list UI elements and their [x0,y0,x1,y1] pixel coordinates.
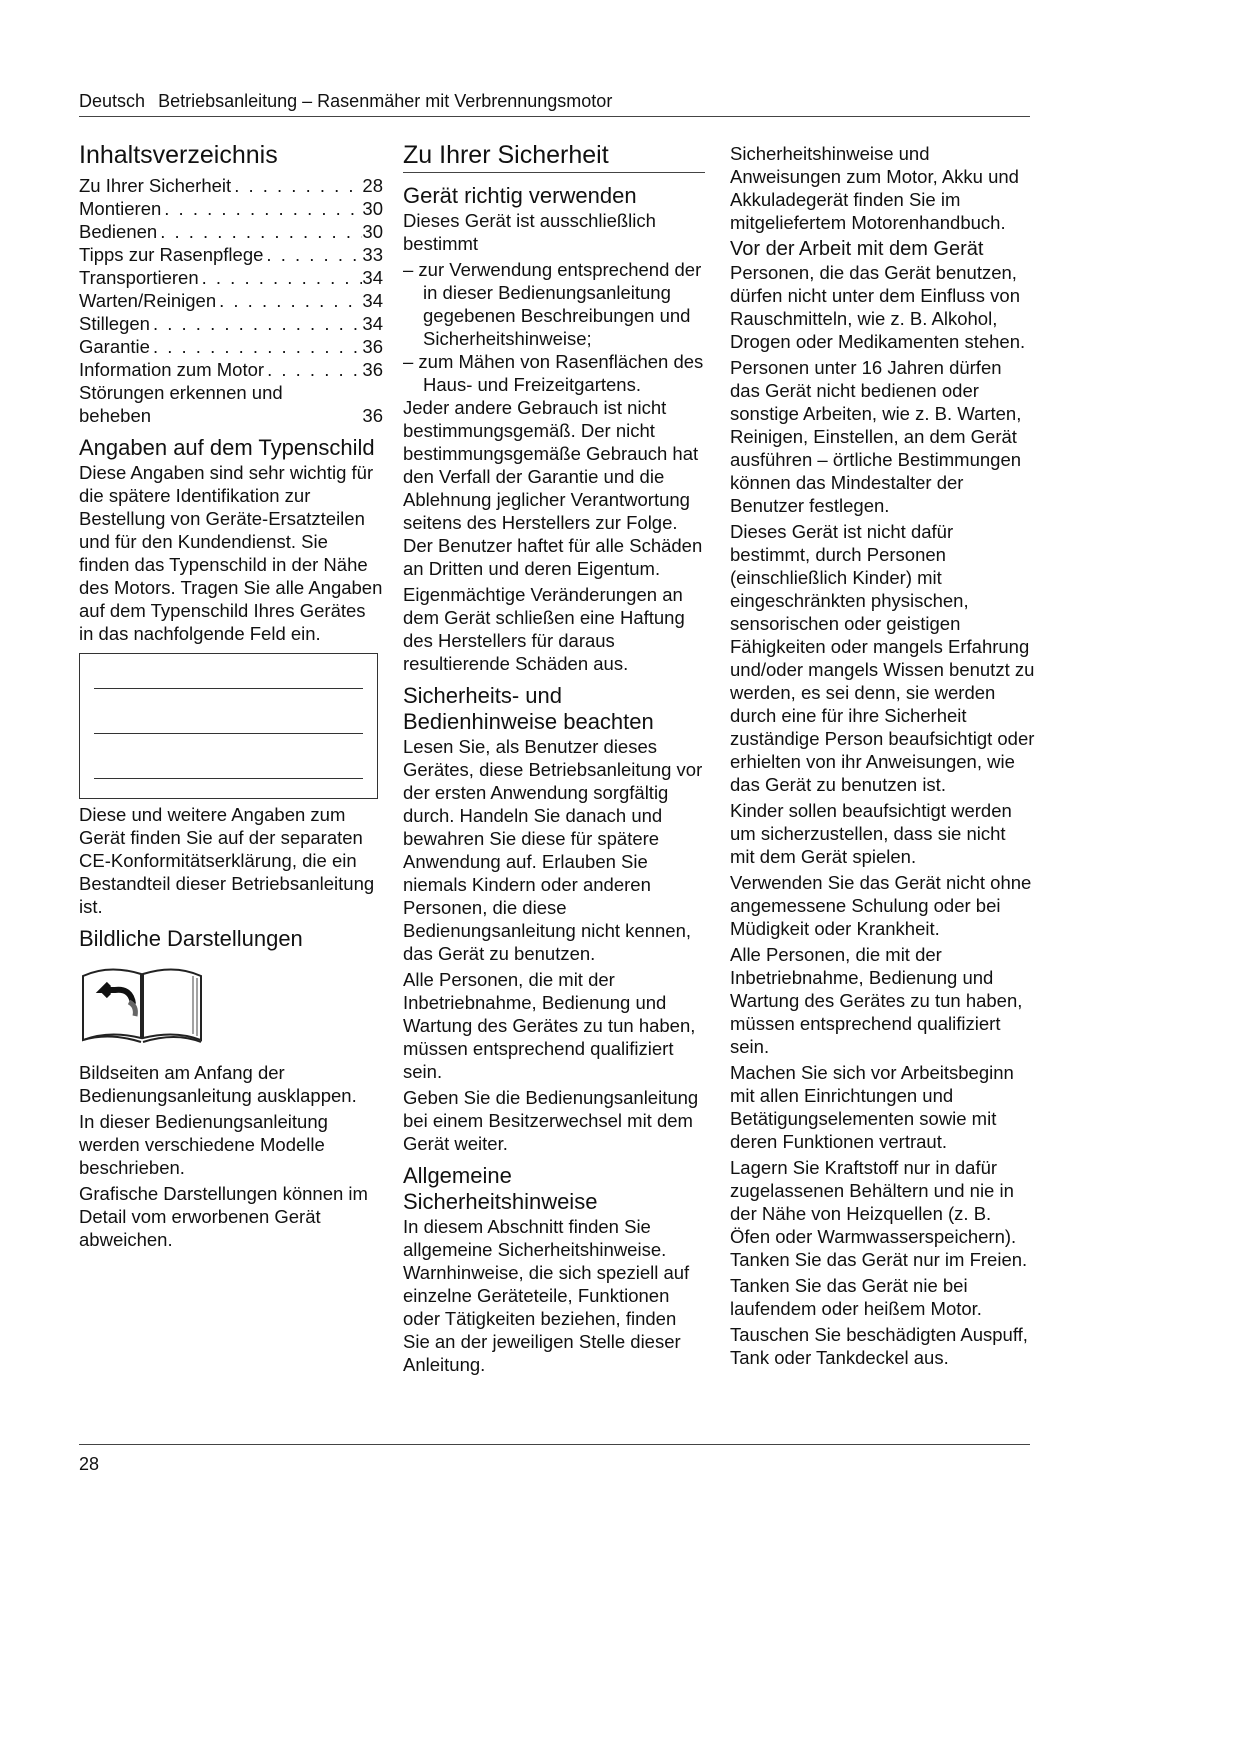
toc-label: Tipps zur Rasenpflege [79,244,264,265]
section-title: Zu Ihrer Sicherheit [403,140,705,173]
allgemein-title: Allgemeine Sicherheitshinweise [403,1163,598,1214]
paragraph: Alle Personen, die mit der Inbetriebnahme, Bedienung und Wartung des Gerätes zu tun haben, müssen entsprechend qualifiziert sein. [403,969,696,1082]
list-item: – zur Verwendung entsprechend der in dieser Bedienungsanleitung gegebenen Beschreibungen und Sicherheitshinweise; [403,259,702,349]
richtig-paragraphs [403,396,705,675]
toc-page: 36 [362,336,383,357]
page-footer [79,1444,1030,1475]
toc-page: 34 [362,290,383,311]
bildliche-title: Bildliche Darstellungen [79,926,303,951]
entry-line [94,654,363,689]
entry-line [94,744,363,779]
toc-leader [150,335,362,358]
toc-entry[interactable] [79,197,383,220]
paragraph: Eigenmächtige Veränderungen an dem Gerät schließen eine Haftung des Herstellers für daraus resultierende Schäden aus. [403,584,685,674]
paragraph: Jeder andere Gebrauch ist nicht bestimmungsgemäß. Der nicht bestimmungsgemäße Gebrauch hat den Verfall der Garantie und die Ablehnung jeglicher Verantwortung seitens des Herstellers zur Folge. Der Benutzer haftet für alle Schäden an Dritten und deren Eigentum. [403,397,703,579]
paragraph: Machen Sie sich vor Arbeitsbeginn mit allen Einrichtungen und Betätigungselementen sowie mit deren Funktionen vertraut. [730,1062,1014,1152]
paragraph: Lagern Sie Kraftstoff nur in dafür zugelassenen Behältern und nie in der Nähe von Heizquellen (z. B. Öfen oder Warmwasserspeichern). Tanken Sie das Gerät nur im Freien. [730,1157,1028,1270]
toc-page: 28 [362,175,383,196]
allgemein-paragraphs [403,1215,705,1376]
hinweise-paragraphs [403,735,705,1155]
toc-entry[interactable] [79,243,383,266]
hinweise-title: Sicherheits- und Bedienhinweise beachten [403,683,654,734]
paragraph: Personen unter 16 Jahren dürfen das Gerät nicht bedienen oder sonstige Arbeiten, wie z. B. Warten, Reinigen, Einstellen, an dem Gerät ausführen – örtliche Bestimmungen können das Mindestalter der Benutzer festlegen. [730,357,1022,516]
toc-label: Bedienen [79,221,158,242]
vor-arbeit-paragraphs [730,261,1035,1369]
richtig-title: Gerät richtig verwenden [403,183,637,208]
toc-label: Garantie [79,336,150,357]
richtig-intro: Dieses Gerät ist ausschließlich bestimmt [403,210,656,254]
page-number: 28 [79,1454,100,1474]
typenschild-title: Angaben auf dem Typenschild [79,435,375,460]
toc-label: Zu Ihrer Sicherheit [79,175,232,196]
toc-entry[interactable] [79,266,383,289]
toc-leader [231,174,362,197]
list-item: – zum Mähen von Rasenflächen des Haus- und Freizeitgartens. [403,351,704,395]
toc-page: 33 [362,244,383,265]
toc-entry[interactable] [79,174,383,197]
column-3 [730,142,1035,1372]
paragraph: In diesem Abschnitt finden Sie allgemeine Sicherheitshinweise. Warnhinweise, die sich speziell auf einzelne Geräteteile, Funktionen oder Tätigkeiten beziehen, finden Sie an der jeweiligen Stelle dieser Anleitung. [403,1216,690,1375]
paragraph: Grafische Darstellungen können im Detail vom erworbenen Gerät abweichen. [79,1183,368,1250]
entry-line [94,699,363,734]
typenschild-after: Diese und weitere Angaben zum Gerät finden Sie auf der separaten CE-Konformitätserklärung, die ein Bestandteil dieser Betriebsanleitung ist. [79,804,375,917]
nameplate-entry-box [79,653,378,799]
paragraph: Alle Personen, die mit der Inbetriebnahme, Bedienung und Wartung des Gerätes zu tun haben, müssen entsprechend qualifiziert sein. [730,944,1023,1057]
toc-entry[interactable] [79,358,383,381]
toc-leader [216,289,362,312]
toc-leader [150,312,362,335]
paragraph: Tauschen Sie beschädigten Auspuff, Tank oder Tankdeckel aus. [730,1324,1028,1368]
toc-label: Transportieren [79,267,199,288]
paragraph: Dieses Gerät ist nicht dafür bestimmt, durch Personen (einschließlich Kinder) mit eingeschränkten physischen, sensorischen oder geistigen Fähigkeiten oder mangels Erfahrung und/oder mangels Wissen benutzt zu werden, es sei denn, sie werden durch eine für ihre Sicherheit zuständige Person beaufsichtigt oder erhielten von ihr Anweisungen, wie das Gerät zu benutzen ist. [730,521,1035,795]
column-1 [79,140,383,1254]
toc-leader [263,243,362,266]
paragraph: Kinder sollen beaufsichtigt werden um sicherzustellen, dass sie nicht mit dem Gerät spielen. [730,800,1012,867]
column-2 [403,140,705,1379]
toc-page: 36 [362,405,383,426]
toc-entry[interactable] [79,289,383,312]
open-book-icon [79,962,383,1051]
paragraph: Personen, die das Gerät benutzen, dürfen nicht unter dem Einfluss von Rauschmitteln, wie z. B. Alkohol, Drogen oder Medikamenten stehen. [730,262,1026,352]
toc-page: 30 [362,221,383,242]
toc-page: 34 [362,313,383,334]
toc-label: Montieren [79,198,162,219]
toc-label: Stillegen [79,313,150,334]
toc-page: 36 [362,359,383,380]
usage-list [403,258,705,396]
table-of-contents [79,174,383,427]
paragraph: Bildseiten am Anfang der Bedienungsanleitung ausklappen. [79,1062,357,1106]
toc-leader [161,197,362,220]
paragraph: Geben Sie die Bedienungsanleitung bei einem Besitzerwechsel mit dem Gerät weiter. [403,1087,699,1154]
page-header [79,91,1030,117]
vor-arbeit-title: Vor der Arbeit mit dem Gerät [730,238,984,260]
toc-label: Warten/Reinigen [79,290,217,311]
toc-entry[interactable] [79,381,383,427]
bildliche-paragraphs [79,1061,383,1251]
paragraph: In dieser Bedienungsanleitung werden verschiedene Modelle beschrieben. [79,1111,328,1178]
paragraph: Lesen Sie, als Benutzer dieses Gerätes, diese Betriebsanleitung vor der ersten Anwendung sorgfältig durch. Handeln Sie danach und bewahren Sie diese für spätere Anwendung auf. Erlauben Sie niemals Kindern oder anderen Personen, die diese Bedienungsanleitung nicht kennen, das Gerät zu benutzen. [403,736,703,964]
toc-label: Störungen erkennen und beheben [79,382,283,426]
paragraph: Tanken Sie das Gerät nie bei laufendem oder heißem Motor. [730,1275,982,1319]
toc-entry[interactable] [79,335,383,358]
typenschild-text: Diese Angaben sind sehr wichtig für die spätere Identifikation zur Bestellung von Geräte-Ersatzteilen und für den Kundendienst. Sie finden das Typenschild in der Nähe des Motors. Tragen Sie alle Angaben auf dem Typenschild Ihres Gerätes in das nachfolgende Feld ein. [79,462,383,644]
header-title: Betriebsanleitung – Rasenmäher mit Verbrennungsmotor [158,91,613,111]
toc-leader [264,358,362,381]
toc-label: Information zum Motor [79,359,265,380]
motor-intro: Sicherheitshinweise und Anweisungen zum Motor, Akku und Akkuladegerät finden Sie im mitgeliefertem Motorenhandbuch. [730,143,1019,233]
toc-entry[interactable] [79,312,383,335]
toc-title: Inhaltsverzeichnis [79,141,278,169]
toc-page: 34 [362,267,383,288]
toc-leader [157,220,362,243]
header-language: Deutsch [79,91,146,111]
toc-page: 30 [362,198,383,219]
paragraph: Verwenden Sie das Gerät nicht ohne angemessene Schulung oder bei Müdigkeit oder Krankheit. [730,872,1032,939]
toc-entry[interactable] [79,220,383,243]
toc-leader [199,266,363,289]
